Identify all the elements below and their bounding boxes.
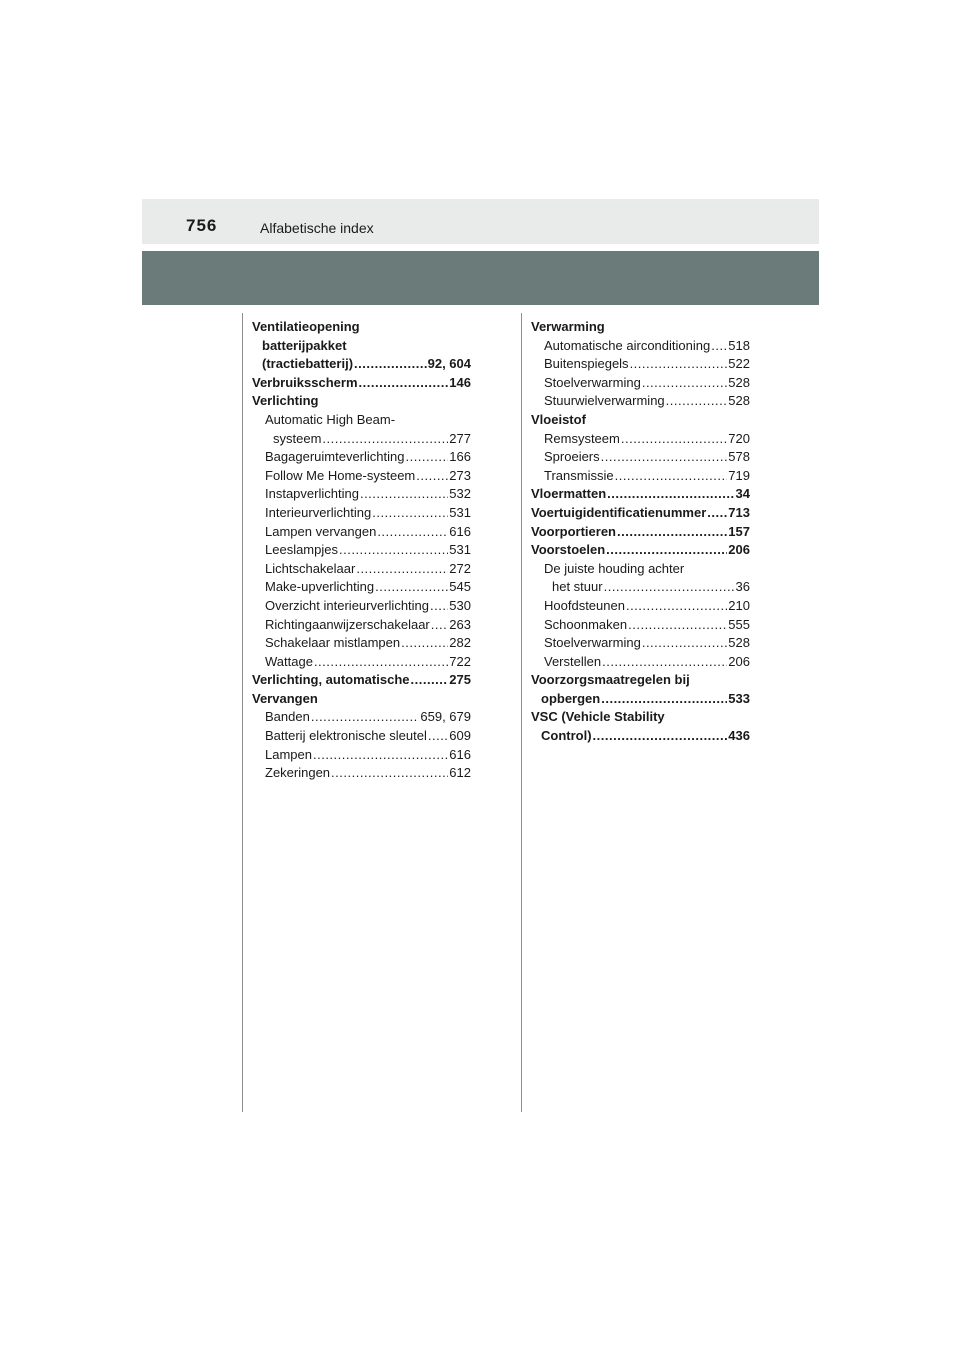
entry-label: Voorportieren [531, 523, 616, 539]
entry-label: Verstellen [544, 653, 602, 669]
entry-page: 609 [449, 728, 471, 744]
index-entry[interactable] [252, 355, 471, 374]
entry-label: Stoelverwarming [544, 635, 641, 651]
header-band [142, 199, 819, 244]
left-column-rule [242, 313, 243, 1112]
index-entry[interactable] [531, 727, 750, 746]
entry-label: Make-upverlichting [265, 579, 375, 595]
leader-dots [354, 355, 427, 374]
left-index-column [252, 318, 471, 783]
entry-page: 528 [728, 393, 750, 409]
entry-page: 578 [728, 449, 750, 465]
leader-dots [375, 578, 448, 597]
entry-label: Buitenspiegels [544, 356, 629, 372]
entry-page: 263 [449, 616, 471, 632]
entry-page: 92, 604 [427, 356, 471, 372]
index-subentry[interactable] [252, 504, 471, 523]
leader-dots [621, 430, 727, 449]
entry-label: Schakelaar mistlampen [265, 635, 401, 651]
entry-page: 612 [449, 765, 471, 781]
index-heading: Voorzorgsmaatregelen bij [531, 672, 690, 688]
leader-dots [360, 485, 448, 504]
right-index-column [531, 318, 750, 746]
index-subentry[interactable] [531, 467, 750, 486]
index-subentry[interactable] [252, 578, 471, 597]
index-heading: VSC (Vehicle Stability [531, 709, 665, 725]
right-column-rule [521, 313, 522, 1112]
entry-label: Verbruiksscherm [252, 374, 358, 390]
leader-dots [593, 727, 728, 746]
entry-label: Overzicht interieurverlichting [265, 597, 430, 613]
index-entry[interactable] [531, 541, 750, 560]
leader-dots [607, 485, 734, 504]
leader-dots [322, 430, 448, 449]
entry-page: 616 [449, 746, 471, 762]
leader-dots [642, 374, 727, 393]
entry-page: 531 [449, 504, 471, 520]
entry-label: Stoelverwarming [544, 374, 641, 390]
index-subentry[interactable] [252, 634, 471, 653]
index-subentry[interactable] [531, 430, 750, 449]
entry-label: systeem [273, 430, 322, 446]
entry-label: Remsysteem [544, 430, 620, 446]
entry-page: 533 [728, 690, 750, 706]
leader-dots [401, 634, 448, 653]
entry-page: 166 [449, 449, 471, 465]
entry-label: Voorstoelen [531, 542, 606, 558]
index-entry[interactable] [252, 374, 471, 393]
entry-page: 522 [728, 356, 750, 372]
entry-label: Lichtschakelaar [265, 560, 356, 576]
leader-dots [431, 616, 449, 635]
entry-page: 436 [728, 728, 750, 744]
entry-label: Zekeringen [265, 765, 331, 781]
entry-label: Automatische airconditioning [544, 337, 711, 353]
leader-dots [601, 690, 727, 709]
leader-dots [411, 671, 449, 690]
index-subentry[interactable] [531, 355, 750, 374]
entry-label: Lampen [265, 746, 312, 762]
index-entry[interactable] [531, 504, 750, 523]
entry-page: 277 [449, 430, 471, 446]
entry-page: 282 [449, 635, 471, 651]
index-heading: Verlichting [252, 393, 319, 409]
entry-label: Hoofdsteunen [544, 597, 625, 613]
index-subentry[interactable] [252, 764, 471, 783]
entry-label: Bagageruimteverlichting [265, 449, 405, 465]
entry-page: 545 [449, 579, 471, 595]
entry-page: 518 [728, 337, 750, 353]
entry-page: 272 [449, 560, 471, 576]
entry-page: 528 [728, 374, 750, 390]
entry-page: 616 [449, 523, 471, 539]
leader-dots [416, 467, 448, 486]
leader-dots [602, 653, 727, 672]
entry-label: Banden [265, 709, 310, 725]
index-subentry[interactable] [531, 653, 750, 672]
entry-label: het stuur [552, 579, 603, 595]
entry-label: Richtingaanwijzerschakelaar [265, 616, 430, 632]
index-subentry[interactable] [252, 653, 471, 672]
leader-dots [331, 764, 448, 783]
leader-dots [372, 504, 448, 523]
entry-label: Wattage [265, 653, 313, 669]
leader-dots [359, 374, 449, 393]
entry-label: (tractiebatterij) [262, 356, 354, 372]
leader-dots [606, 541, 727, 560]
entry-label: Follow Me Home-systeem [265, 467, 416, 483]
section-title: Alfabetische index [260, 220, 374, 236]
entry-page: 531 [449, 542, 471, 558]
entry-label: Stuurwielverwarming [544, 393, 665, 409]
index-subentry[interactable] [252, 430, 471, 449]
entry-label: Schoonmaken [544, 616, 628, 632]
index-subentry[interactable] [531, 392, 750, 411]
entry-page: 659, 679 [420, 709, 471, 725]
entry-page: 146 [449, 374, 471, 390]
grey-band [142, 251, 819, 305]
leader-dots [604, 578, 735, 597]
index-subentry[interactable] [252, 597, 471, 616]
index-entry[interactable] [531, 690, 750, 709]
entry-page: 555 [728, 616, 750, 632]
entry-page: 713 [728, 504, 750, 520]
leader-dots [666, 392, 728, 411]
index-subentry[interactable] [252, 616, 471, 635]
entry-page: 210 [728, 597, 750, 613]
index-subentry[interactable] [252, 727, 471, 746]
index-subentry[interactable] [531, 634, 750, 653]
leader-dots [601, 448, 728, 467]
index-subentry[interactable] [252, 560, 471, 579]
index-subentry-label: De juiste houding achter [544, 560, 685, 576]
leader-dots [430, 597, 448, 616]
entry-label: opbergen [541, 690, 601, 706]
page-number: 756 [186, 216, 218, 235]
entry-label: Lampen vervangen [265, 523, 377, 539]
index-heading-continuation: batterijpakket [262, 337, 347, 353]
entry-label: Voertuigidentificatienummer [531, 504, 707, 520]
entry-page: 206 [728, 542, 750, 558]
index-entry[interactable] [531, 523, 750, 542]
index-subentry[interactable] [252, 541, 471, 560]
leader-dots [626, 597, 727, 616]
entry-page: 528 [728, 635, 750, 651]
entry-label: Instapverlichting [265, 486, 359, 502]
index-subentry[interactable] [531, 448, 750, 467]
leader-dots [707, 504, 727, 523]
entry-page: 530 [449, 597, 471, 613]
index-subentry[interactable] [531, 374, 750, 393]
index-subentry[interactable] [531, 616, 750, 635]
index-subentry[interactable] [252, 485, 471, 504]
entry-label: Verlichting, automatische [252, 672, 410, 688]
leader-dots [314, 653, 448, 672]
entry-page: 722 [449, 653, 471, 669]
leader-dots [628, 616, 727, 635]
entry-page: 275 [449, 672, 471, 688]
index-subentry[interactable] [252, 467, 471, 486]
leader-dots [630, 355, 728, 374]
index-subentry[interactable] [531, 578, 750, 597]
leader-dots [313, 746, 448, 765]
leader-dots [377, 523, 448, 542]
entry-label: Vloermatten [531, 486, 607, 502]
leader-dots [356, 560, 448, 579]
entry-label: Leeslampjes [265, 542, 338, 558]
entry-page: 206 [728, 653, 750, 669]
entry-page: 157 [728, 523, 750, 539]
entry-page: 719 [728, 467, 750, 483]
index-heading: Vervangen [252, 690, 318, 706]
leader-dots [642, 634, 727, 653]
entry-page: 34 [735, 486, 750, 502]
entry-page: 36 [735, 579, 750, 595]
entry-label: Transmissie [544, 467, 614, 483]
entry-label: Control) [541, 728, 592, 744]
index-heading: Vloeistof [531, 411, 586, 427]
leader-dots [311, 708, 420, 727]
entry-label: Interieurverlichting [265, 504, 372, 520]
leader-dots [339, 541, 448, 560]
entry-page: 532 [449, 486, 471, 502]
leader-dots [428, 727, 448, 746]
leader-dots [615, 467, 728, 486]
index-heading: Ventilatieopening [252, 319, 360, 334]
index-subentry[interactable] [252, 448, 471, 467]
index-subentry[interactable] [531, 337, 750, 356]
entry-page: 273 [449, 467, 471, 483]
index-entry[interactable] [252, 671, 471, 690]
index-subentry-label: Automatic High Beam- [265, 411, 396, 427]
leader-dots [405, 448, 448, 467]
index-entry[interactable] [531, 485, 750, 504]
index-subentry[interactable] [531, 597, 750, 616]
index-subentry[interactable] [252, 523, 471, 542]
index-heading: Verwarming [531, 319, 605, 334]
index-subentry[interactable] [252, 708, 471, 727]
index-subentry[interactable] [252, 746, 471, 765]
entry-label: Sproeiers [544, 449, 600, 465]
entry-label: Batterij elektronische sleutel [265, 728, 427, 744]
entry-page: 720 [728, 430, 750, 446]
leader-dots [617, 523, 727, 542]
leader-dots [711, 337, 727, 356]
